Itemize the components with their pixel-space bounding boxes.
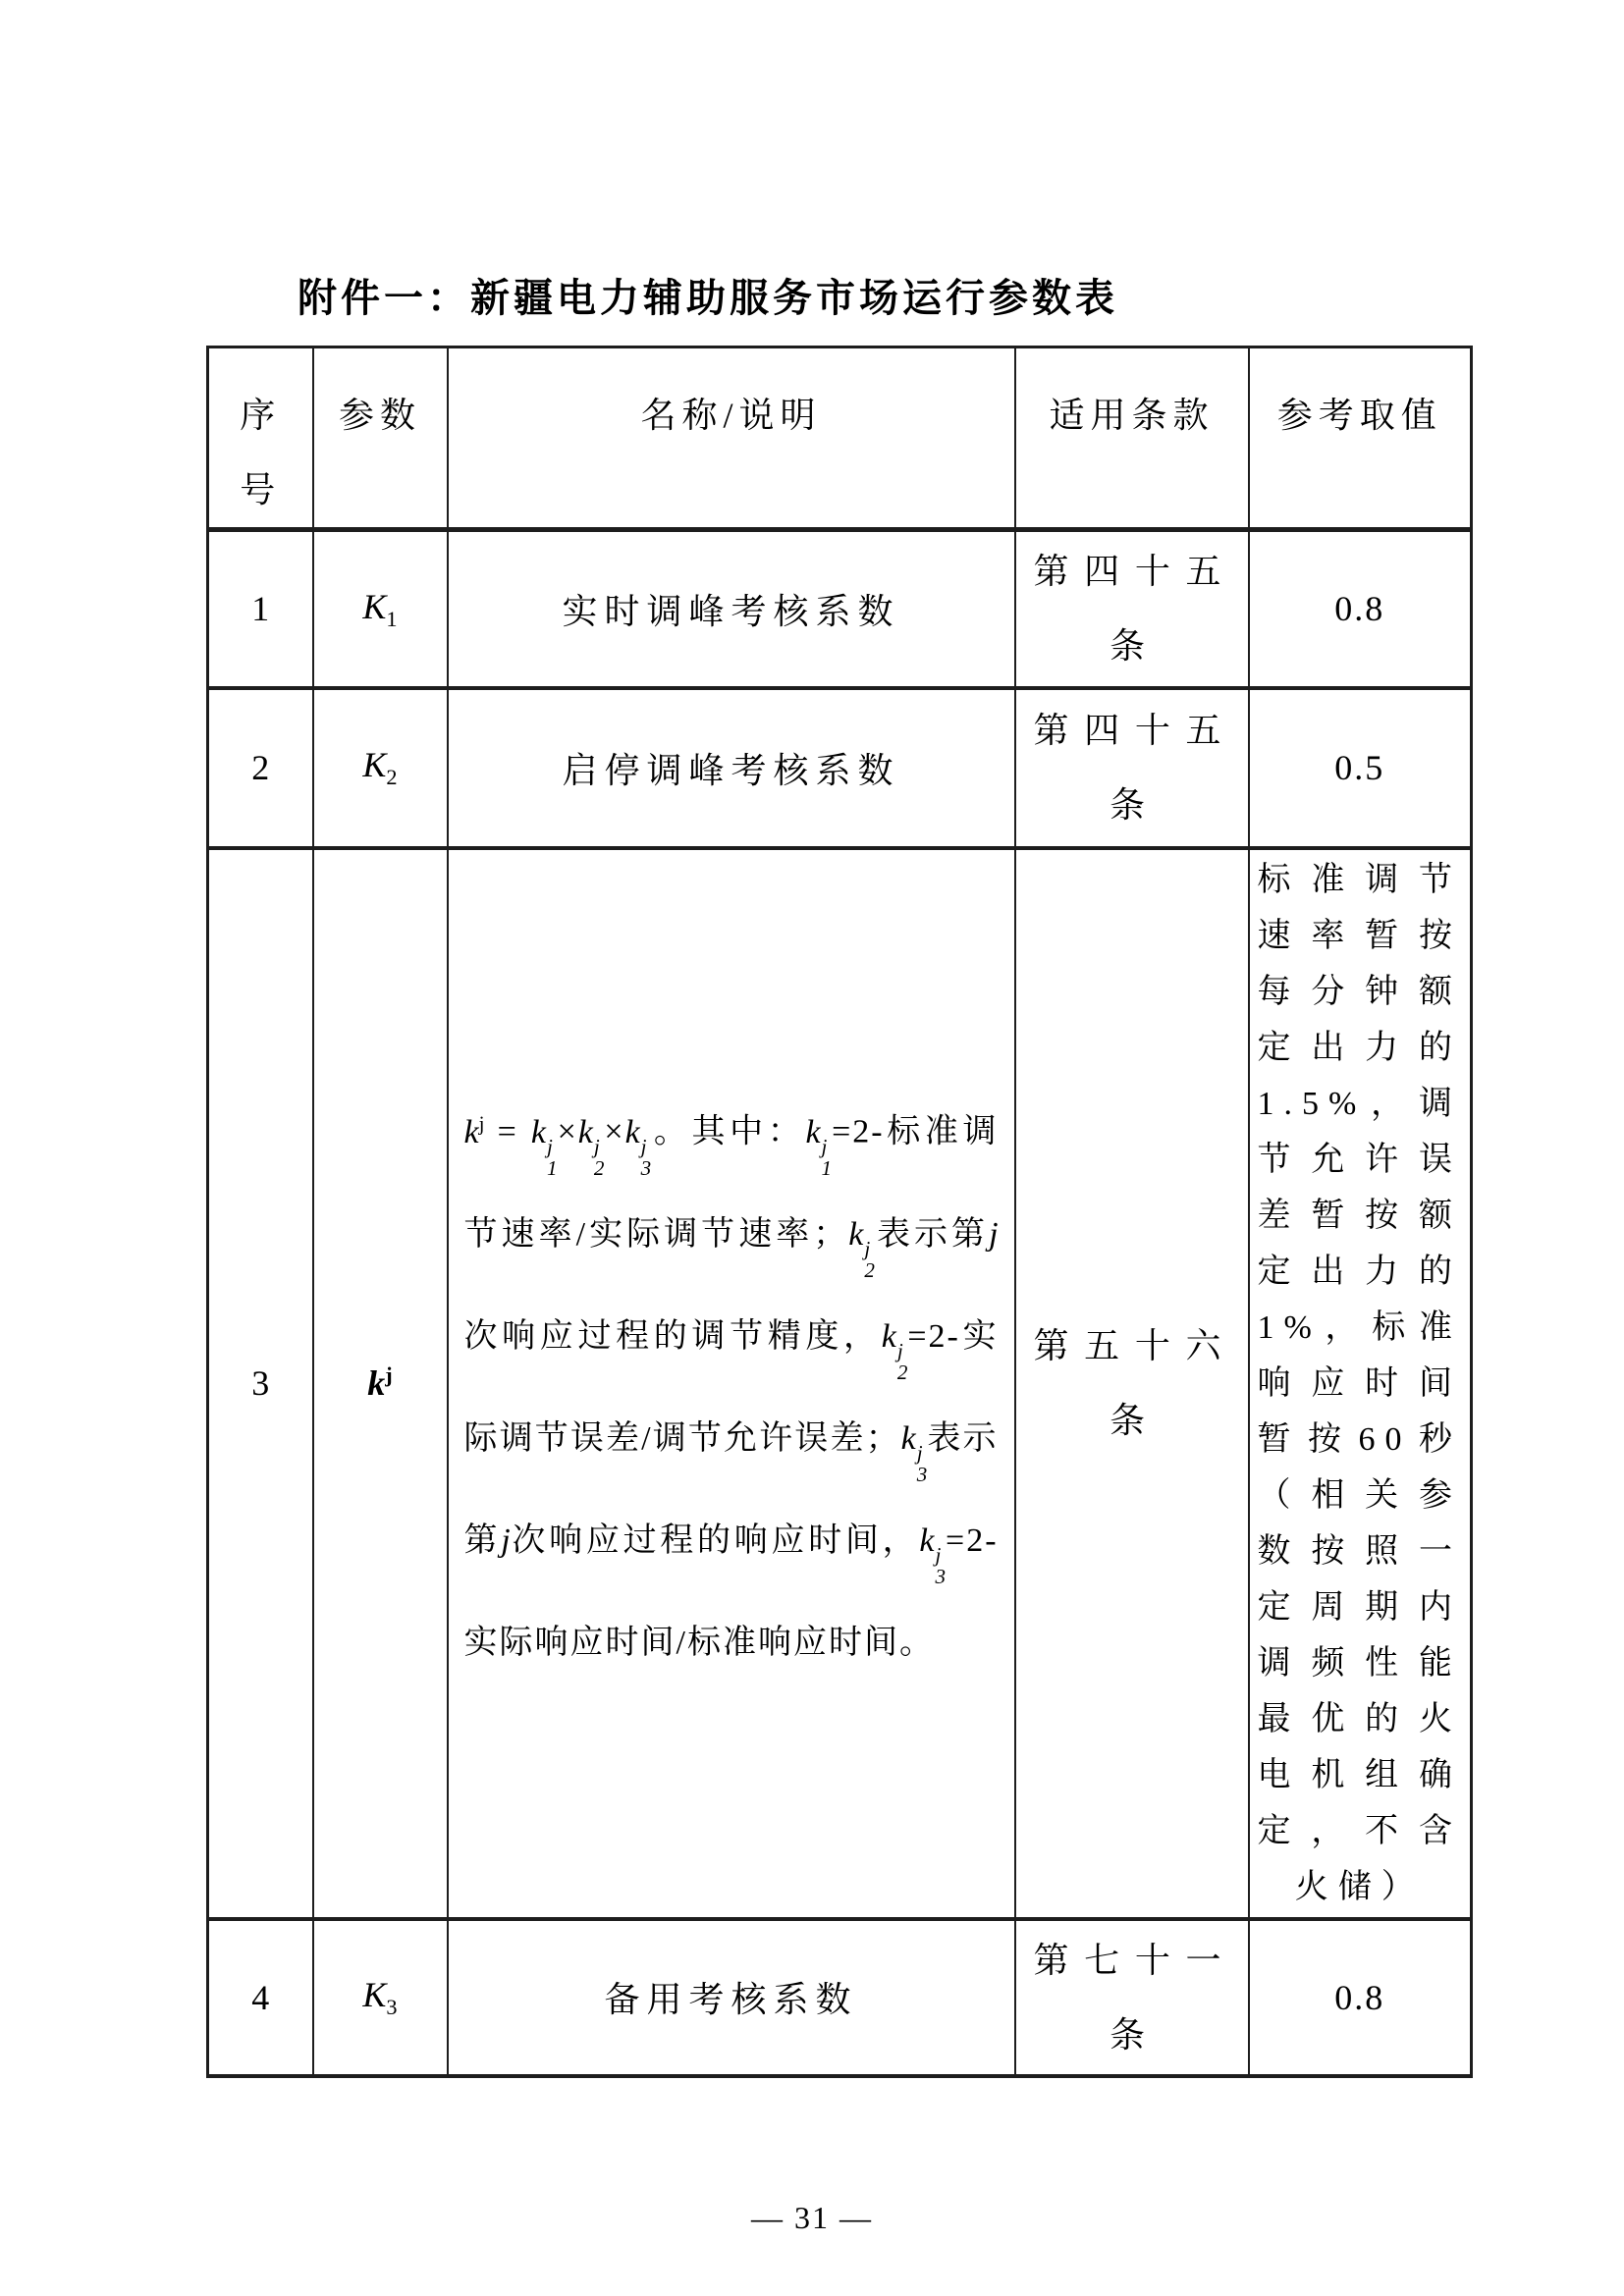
serial-cell: 2 [208, 688, 313, 848]
table-row [208, 530, 1472, 688]
name-cell: 实时调峰考核系数 [448, 530, 1015, 688]
serial-cell: 3 [208, 848, 313, 1919]
parameters-table [206, 346, 1473, 2078]
param-cell: $k^j$ [313, 848, 448, 1919]
serial-cell: 4 [208, 1919, 313, 2076]
value-cell: 0.8 [1249, 530, 1472, 688]
name-cell: 启停调峰考核系数 [448, 688, 1015, 848]
value-cell: 0.8 [1249, 1919, 1472, 2076]
param-cell: $K_1$ [313, 530, 448, 688]
header-value: 参考取值 [1249, 347, 1472, 530]
table-header [208, 347, 1472, 530]
attachment-title: 附件一：新疆电力辅助服务市场运行参数表 [298, 276, 1118, 320]
table-body [208, 530, 1472, 2076]
header-clause: 适用条款 [1015, 347, 1249, 530]
table-row [208, 848, 1472, 1919]
table-row [208, 688, 1472, 848]
param-cell: $K_3$ [313, 1919, 448, 2076]
header-row [208, 347, 1472, 530]
param-cell: $K_2$ [313, 688, 448, 848]
clause-cell: 第五十六条 [1015, 848, 1249, 1919]
clause-cell: 第七十一条 [1015, 1919, 1249, 2076]
table-row [208, 1919, 1472, 2076]
serial-cell: 1 [208, 530, 313, 688]
header-param: 参数 [313, 347, 448, 530]
header-name: 名称/说明 [448, 347, 1015, 530]
name-cell: 备用考核系数 [448, 1919, 1015, 2076]
value-cell: 标准调节速率暂按每分钟额定出力的1.5%，调节允许误差暂按额定出力的1%，标准响应时间暂按60秒（相关参数按照一定周期内调频性能最优的火电机组确定，不含火储） [1249, 848, 1472, 1919]
value-cell: 0.5 [1249, 688, 1472, 848]
header-serial: 序号 [208, 347, 313, 530]
clause-cell: 第四十五条 [1015, 530, 1249, 688]
page-number: — 31 — [751, 2199, 873, 2235]
clause-cell: 第四十五条 [1015, 688, 1249, 848]
name-cell: $k^j = k$ j 1 ×k j 2 ×k j 3 。其中：k j 1 =2-标准调节速率/实际调节速率；k j 2 表示第j次响应过程的调节精度，k j 2 =2-实际调节误差/调节允许误差；k j 3 表示第j次响应过程的响应时间，k j 3 =2-实际响应时间/标准响应时间。 [448, 848, 1015, 1919]
